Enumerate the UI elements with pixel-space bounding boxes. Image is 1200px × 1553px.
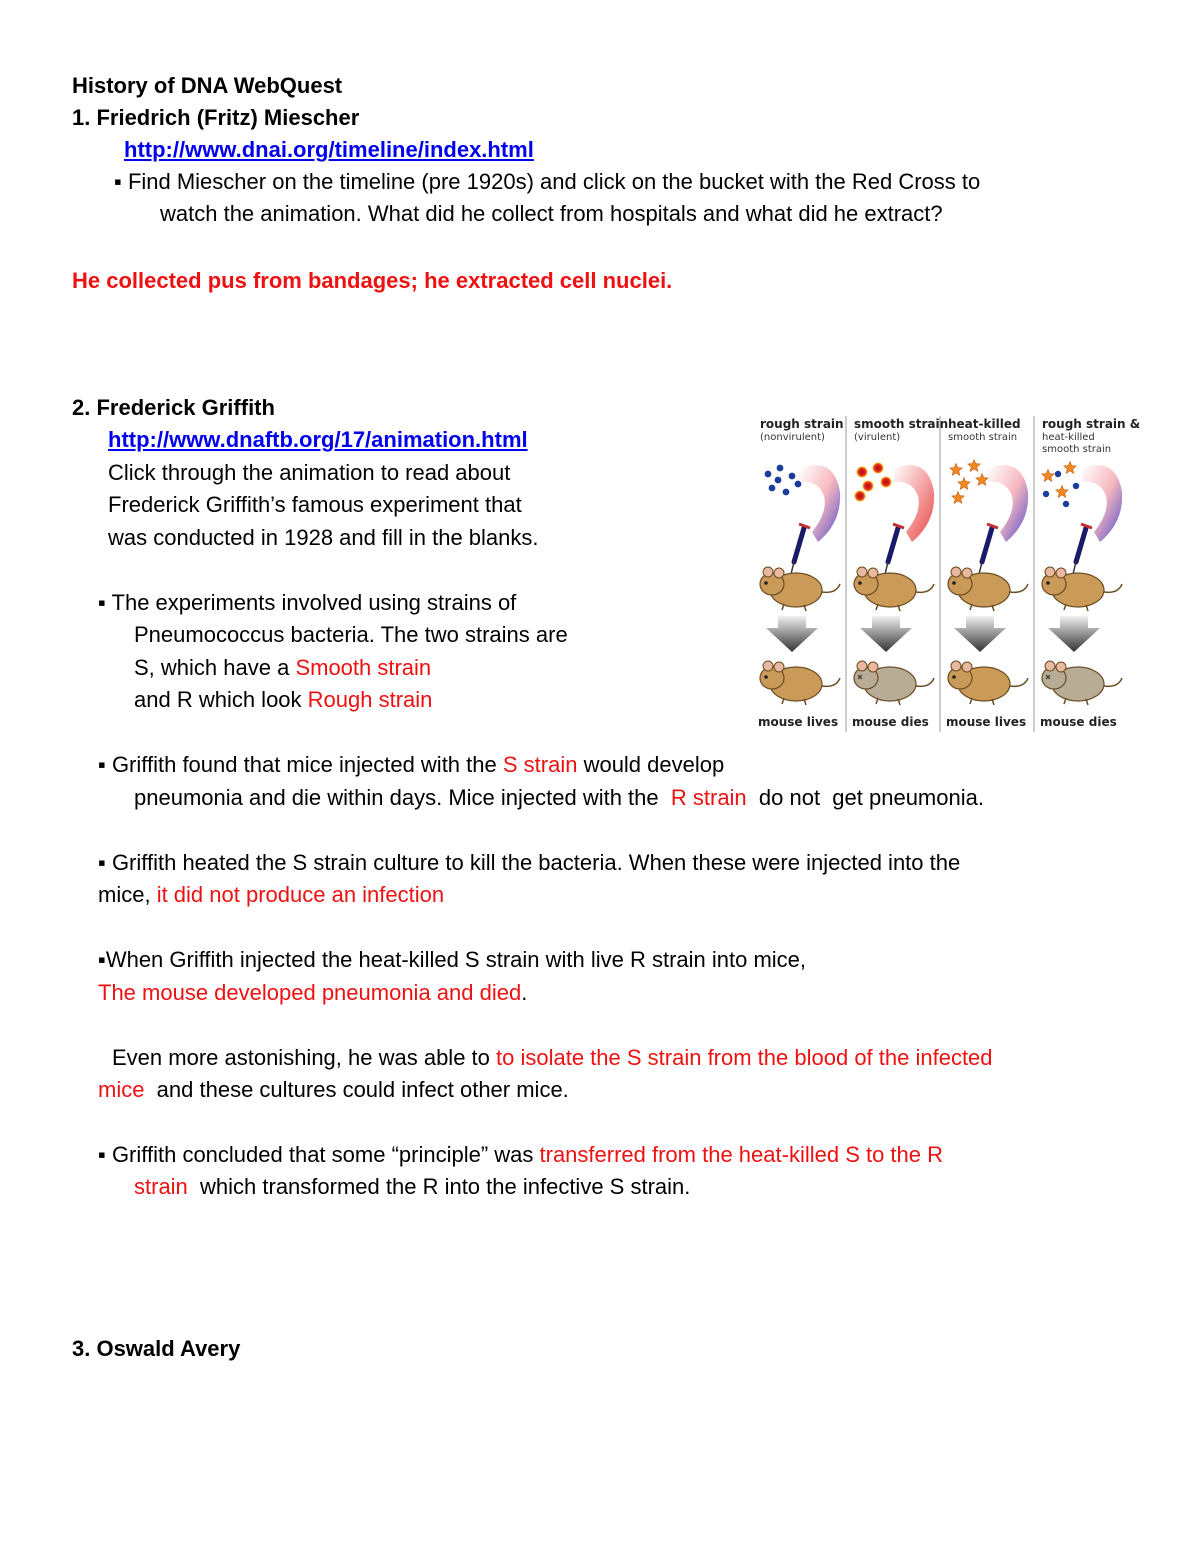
mouse-eye xyxy=(952,581,956,585)
mouse-ear xyxy=(951,661,961,671)
answer-smooth: Smooth strain xyxy=(295,655,432,680)
mouse-after-icon xyxy=(1042,661,1122,705)
column-header-text: (nonvirulent) xyxy=(760,432,825,443)
b4-line-1: ▪When Griffith injected the heat-killed S strain with live R strain into mice, xyxy=(98,947,807,972)
mouse-ear xyxy=(774,662,784,672)
syringe-icon xyxy=(1076,528,1086,562)
b4-line-2: The mouse developed pneumonia and died. xyxy=(98,980,528,1005)
mouse-tail xyxy=(822,584,840,592)
injection-swirl xyxy=(988,465,1028,542)
mouse-ear xyxy=(1045,567,1055,577)
answer-no-infection: it did not produce an infection xyxy=(156,882,445,907)
miescher-link[interactable]: http://www.dnai.org/timeline/index.html xyxy=(124,137,534,162)
mouse-ear xyxy=(1056,568,1066,578)
heat-killed-bacterium xyxy=(1064,462,1076,474)
mouse-eye xyxy=(952,675,956,679)
rough-bacterium xyxy=(783,489,790,496)
mouse-tail xyxy=(822,678,840,686)
heat-killed-bacterium xyxy=(1056,486,1068,498)
column-result-label: mouse lives xyxy=(758,715,839,729)
syringe-plunger xyxy=(1081,524,1092,528)
mouse-eye xyxy=(858,581,862,585)
mouse-tail xyxy=(1104,678,1122,686)
bullet-icon: ▪ xyxy=(98,947,106,972)
smooth-bacterium xyxy=(863,481,874,492)
smooth-bacterium xyxy=(873,463,884,474)
mouse-ear xyxy=(1045,661,1055,671)
page-title: History of DNA WebQuest xyxy=(72,73,343,98)
s1-question-line-2: watch the animation. What did he collect from hospitals and what did he extract? xyxy=(160,201,943,226)
s1-answer: He collected pus from bandages; he extracted cell nuclei. xyxy=(72,268,673,293)
bullet-icon: ▪ xyxy=(98,590,106,615)
column-header-text: smooth strain xyxy=(948,432,1018,443)
injection-swirl xyxy=(1082,465,1122,542)
b3-line-1: ▪ Griffith heated the S strain culture to kill the bacteria. When these were injected into the xyxy=(98,850,961,875)
b2-line-2: pneumonia and die within days. Mice injected with the R strain do not get pneumonia. xyxy=(134,785,984,810)
syringe-plunger xyxy=(987,524,998,528)
column-result-label: mouse dies xyxy=(852,715,929,729)
answer-pneumonia: The mouse developed pneumonia and died xyxy=(98,980,522,1005)
mouse-before-icon xyxy=(760,567,840,611)
griffith-experiment-diagram xyxy=(754,416,1141,734)
column-header-text: heat-killed xyxy=(1042,432,1095,443)
syringe-plunger xyxy=(799,524,810,528)
column-result-label: mouse dies xyxy=(1040,715,1117,729)
mouse-tail xyxy=(1010,584,1028,592)
column-header-text: (virulent) xyxy=(854,432,901,443)
rough-bacterium xyxy=(1055,471,1061,477)
smooth-bacterium xyxy=(881,477,892,488)
injection-swirl xyxy=(894,465,934,542)
bullet-icon: ▪ xyxy=(114,169,122,194)
rough-bacterium xyxy=(1063,501,1069,507)
answer-transferred: transferred from the heat-killed S to the R xyxy=(539,1142,944,1167)
mouse-ear xyxy=(763,661,773,671)
b6-line-1: ▪ Griffith concluded that some “principle” was transferred from the heat-killed S to the R xyxy=(98,1142,944,1167)
mouse-eye xyxy=(764,581,768,585)
rough-bacterium xyxy=(777,465,784,472)
column-header-text: heat-killed xyxy=(948,417,1021,431)
syringe-icon xyxy=(794,528,804,562)
down-arrow-icon xyxy=(1048,616,1100,652)
mouse-after-icon xyxy=(948,661,1028,705)
mouse-ear xyxy=(857,567,867,577)
mouse-after-icon xyxy=(760,661,840,705)
mouse-ear xyxy=(868,662,878,672)
column-header-text: smooth strain xyxy=(1042,444,1112,455)
b1-line-3: S, which have a Smooth strain xyxy=(134,655,432,680)
mouse-tail xyxy=(1104,584,1122,592)
mouse-after-icon xyxy=(854,661,934,705)
rough-bacterium xyxy=(775,477,782,484)
mouse-before-icon xyxy=(948,567,1028,611)
mouse-ear xyxy=(962,662,972,672)
heat-killed-bacterium xyxy=(952,492,964,504)
column-header-text: smooth strain xyxy=(854,417,949,431)
syringe-icon xyxy=(982,528,992,562)
b2-line-1: ▪ Griffith found that mice injected with the S strain would develop xyxy=(98,752,725,777)
down-arrow-icon xyxy=(860,616,912,652)
heat-killed-bacterium xyxy=(1042,470,1054,482)
column-header-text: rough strain xyxy=(760,417,844,431)
heat-killed-bacterium xyxy=(950,464,962,476)
heat-killed-bacterium xyxy=(976,474,988,486)
syringe-plunger xyxy=(893,524,904,528)
b1-line-4: and R which look Rough strain xyxy=(134,687,433,712)
rough-bacterium xyxy=(765,471,772,478)
figure-column-3 xyxy=(940,416,1028,732)
rough-bacterium xyxy=(769,485,776,492)
mouse-ear xyxy=(1056,662,1066,672)
s2-intro-line-1: Click through the animation to read about xyxy=(108,460,511,485)
column-result-label: mouse lives xyxy=(946,715,1027,729)
section-2-heading: 2. Frederick Griffith xyxy=(72,395,275,420)
rough-bacterium xyxy=(789,473,796,480)
smooth-bacterium xyxy=(855,491,866,502)
answer-strain: strain xyxy=(134,1174,188,1199)
s2-intro-line-2: Frederick Griffith’s famous experiment that xyxy=(108,492,522,517)
griffith-link[interactable]: http://www.dnaftb.org/17/animation.html xyxy=(108,427,528,452)
griffith-experiment-figure xyxy=(754,416,1141,734)
mouse-ear xyxy=(868,568,878,578)
figure-column-2 xyxy=(846,416,948,732)
mouse-eye xyxy=(764,675,768,679)
s1-question-line-1: ▪ Find Miescher on the timeline (pre 1920s) and click on the bucket with the Red Cross to xyxy=(114,169,981,194)
mouse-before-icon xyxy=(1042,567,1122,611)
b1-line-1: ▪ The experiments involved using strains of xyxy=(98,590,517,615)
mouse-ear xyxy=(962,568,972,578)
heat-killed-bacterium xyxy=(958,478,970,490)
mouse-eye xyxy=(1046,581,1050,585)
figure-column-4 xyxy=(1034,416,1140,732)
mouse-ear xyxy=(951,567,961,577)
injection-swirl xyxy=(800,465,840,542)
b6-line-2: strain which transformed the R into the infective S strain. xyxy=(134,1174,691,1199)
column-header-text: rough strain & xyxy=(1042,417,1141,431)
answer-rough: Rough strain xyxy=(307,687,433,712)
mouse-ear xyxy=(774,568,784,578)
answer-r-strain: R strain xyxy=(670,785,747,810)
answer-s-strain: S strain xyxy=(502,752,578,777)
figure-column-1 xyxy=(758,417,844,729)
down-arrow-icon xyxy=(766,616,818,652)
rough-bacterium xyxy=(1043,491,1049,497)
mouse-tail xyxy=(1010,678,1028,686)
p5-line-1: Even more astonishing, he was able to to isolate the S strain from the blood of the infected xyxy=(112,1045,993,1070)
b1-line-2: Pneumococcus bacteria. The two strains are xyxy=(134,622,568,647)
syringe-icon xyxy=(888,528,898,562)
bullet-icon: ▪ xyxy=(98,1142,106,1167)
answer-isolate: to isolate the S strain from the blood of the infected xyxy=(496,1045,993,1070)
mouse-before-icon xyxy=(854,567,934,611)
section-1-heading: 1. Friedrich (Fritz) Miescher xyxy=(72,105,360,130)
down-arrow-icon xyxy=(954,616,1006,652)
b3-line-2: mice, it did not produce an infection xyxy=(98,882,445,907)
mouse-ear xyxy=(857,661,867,671)
bullet-icon: ▪ xyxy=(98,752,106,777)
section-3-heading: 3. Oswald Avery xyxy=(72,1336,241,1361)
heat-killed-bacterium xyxy=(968,460,980,472)
bullet-icon: ▪ xyxy=(98,850,106,875)
mouse-tail xyxy=(916,678,934,686)
p5-line-2: mice and these cultures could infect other mice. xyxy=(98,1077,569,1102)
rough-bacterium xyxy=(1073,483,1079,489)
s2-intro-line-3: was conducted in 1928 and fill in the blanks. xyxy=(108,525,539,550)
smooth-bacterium xyxy=(857,467,868,478)
mouse-ear xyxy=(763,567,773,577)
answer-mice: mice xyxy=(98,1077,145,1102)
mouse-tail xyxy=(916,584,934,592)
